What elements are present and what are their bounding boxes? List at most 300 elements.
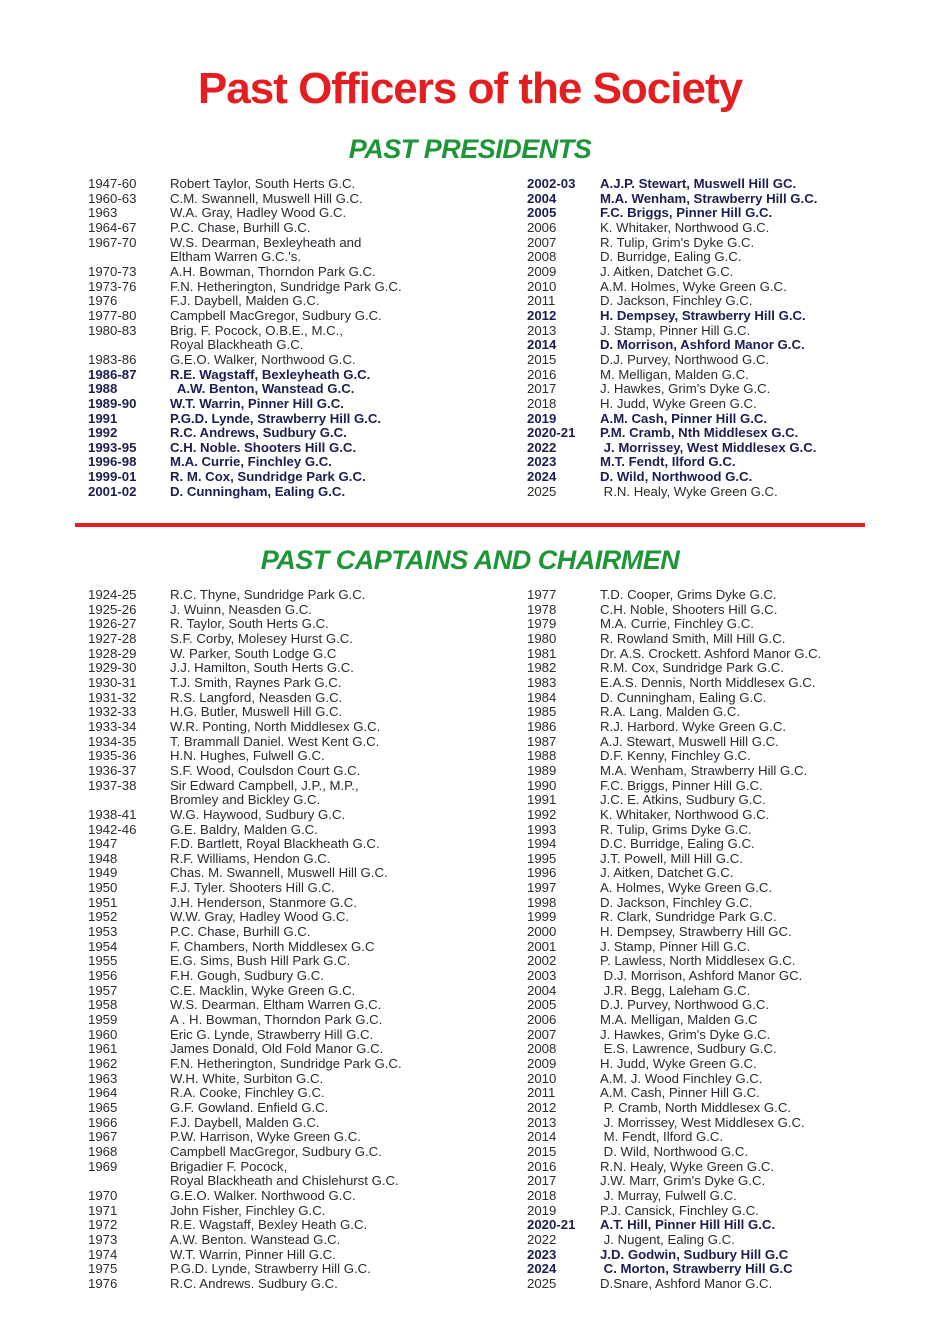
officer-name: W. Parker, South Lodge G.C <box>170 645 337 661</box>
officer-year: 1986 <box>527 718 557 734</box>
officer-row <box>88 705 518 720</box>
officer-year: 1981 <box>527 645 557 661</box>
officer-year <box>88 793 170 808</box>
officer-name: D.J. Purvey, Northwood G.C. <box>600 997 770 1013</box>
officer-name: T. Brammall Daniel. West Kent G.C. <box>170 733 380 749</box>
officer-name: R. Taylor, South Herts G.C. <box>170 616 329 632</box>
officer-row <box>88 852 518 867</box>
page-title: Past Officers of the Society <box>197 64 743 113</box>
officer-name: H. Judd, Wyke Green G.C. <box>600 1056 757 1071</box>
officer-year: 1961 <box>88 1041 118 1057</box>
officer-row <box>88 764 518 779</box>
officer-name: J. Hawkes, Grim's Dyke G.C. <box>600 1026 771 1042</box>
officer-year: 1963 <box>88 205 118 221</box>
officer-name: P.G.D. Lynde, Strawberry Hill G.C. <box>170 1261 371 1277</box>
officer-name: James Donald, Old Fold Manor G.C. <box>170 1041 384 1057</box>
officer-name: R. Rowland Smith, Mill Hill G.C. <box>600 630 786 646</box>
officer-name: D.Snare, Ashford Manor G.C. <box>600 1275 773 1291</box>
officer-name: J. Nugent, Ealing G.C. <box>600 1231 735 1247</box>
officer-row <box>527 1101 932 1116</box>
officer-row <box>527 1130 932 1145</box>
officer-year: 1973-76 <box>88 278 137 294</box>
officer-row <box>88 588 518 603</box>
officer-year: 2020-21 <box>527 1217 576 1233</box>
section-divider-rule <box>75 523 865 527</box>
officer-name: Bromley and Bickley G.C. <box>170 792 321 808</box>
officer-name: John Fisher, Finchley G.C. <box>170 1202 326 1218</box>
officer-name: W.W. Gray, Hadley Wood G.C. <box>170 909 350 925</box>
officer-row <box>527 309 932 324</box>
officer-row <box>527 382 932 397</box>
officer-year: 1954 <box>88 938 118 954</box>
officer-year: 2025 <box>527 483 557 499</box>
officer-year: 2022 <box>527 1231 557 1247</box>
officer-row <box>88 397 518 412</box>
officer-year: 1993 <box>527 821 557 837</box>
officer-name: W.A. Gray, Hadley Wood G.C. <box>170 205 347 221</box>
officer-year: 1964-67 <box>88 219 137 235</box>
officer-row <box>527 998 932 1013</box>
officer-year: 1963 <box>88 1070 118 1086</box>
officer-row <box>527 617 932 632</box>
officer-row <box>88 1028 518 1043</box>
officer-name: P. Cramb, North Middlesex G.C. <box>600 1099 792 1115</box>
officer-name: R.A. Cooke, Finchley G.C. <box>170 1085 325 1101</box>
officer-name: P.J. Cansick, Finchley G.C. <box>600 1202 759 1218</box>
officer-year: 1952 <box>88 909 118 925</box>
officer-year: 2004 <box>527 982 557 998</box>
officer-row <box>88 338 518 353</box>
officer-row <box>527 1072 932 1087</box>
officer-year: 2009 <box>527 263 557 279</box>
officer-name: D. Wild, Northwood G.C. <box>600 1143 749 1159</box>
officer-name: H.N. Hughes, Fulwell G.C. <box>170 748 325 764</box>
officer-name: F. Chambers, North Middlesex G.C <box>170 938 375 954</box>
past-captains-heading: PAST CAPTAINS AND CHAIRMEN <box>260 545 680 575</box>
officer-year: 1949 <box>88 865 118 881</box>
officer-name: M.A. Melligan, Malden G.C <box>600 1012 758 1028</box>
officer-row <box>527 808 932 823</box>
officer-row <box>527 1218 932 1233</box>
officer-name: H. Dempsey, Strawberry Hill G.C. <box>600 307 806 323</box>
officer-name: K. Whitaker, Northwood G.C. <box>600 219 770 235</box>
officer-year: 1992 <box>527 806 557 822</box>
officer-name: C.M. Swannell, Muswell Hill G.C. <box>170 190 363 206</box>
officer-year: 2024 <box>527 469 557 485</box>
officer-year: 1970 <box>88 1187 118 1203</box>
officer-row <box>527 896 932 911</box>
officer-name: Robert Taylor, South Herts G.C. <box>170 176 356 191</box>
officer-year: 1980 <box>527 630 557 646</box>
officer-row <box>527 485 932 500</box>
officer-row <box>527 1116 932 1131</box>
officer-year: 1993-95 <box>88 439 137 455</box>
officer-year: 2003 <box>527 968 557 984</box>
officer-year: 2023 <box>527 1246 557 1262</box>
officer-year: 2018 <box>527 395 557 411</box>
officer-row <box>88 177 518 192</box>
officer-year: 1938-41 <box>88 806 137 822</box>
officer-row <box>88 998 518 1013</box>
officer-row <box>527 236 932 251</box>
officer-year: 1995 <box>527 850 557 866</box>
officer-year: 2007 <box>527 234 557 250</box>
officer-year: 2014 <box>527 337 557 353</box>
officer-name: M.A. Wenham, Strawberry Hill G.C. <box>600 762 808 778</box>
officer-row <box>527 940 932 955</box>
officer-name: P.C. Chase, Burhill G.C. <box>170 924 311 940</box>
officer-name: J. Morrissey, West Middlesex G.C. <box>600 439 817 455</box>
officer-row <box>88 749 518 764</box>
officer-name: A.T. Hill, Pinner Hill Hill G.C. <box>600 1217 776 1233</box>
officer-row <box>527 1189 932 1204</box>
officer-name: D. Morrison, Ashford Manor G.C. <box>600 337 805 353</box>
officer-name: A.J.P. Stewart, Muswell Hill GC. <box>600 176 797 191</box>
officer-name: G.E. Baldry, Malden G.C. <box>170 821 318 837</box>
officer-year: 1985 <box>527 704 557 720</box>
officer-year: 1999-01 <box>88 469 137 485</box>
officer-name: J. Aitken, Datchet G.C. <box>600 865 734 881</box>
officer-name: Campbell MacGregor, Sudbury G.C. <box>170 307 382 323</box>
officer-name: J.W. Marr, Grim's Dyke G.C. <box>600 1173 766 1189</box>
officer-row <box>88 779 518 794</box>
officer-name: P.W. Harrison, Wyke Green G.C. <box>170 1129 361 1145</box>
officer-year: 1958 <box>88 997 118 1013</box>
officer-name: M.A. Currie, Finchley G.C. <box>170 454 332 470</box>
officer-row <box>88 192 518 207</box>
officer-year: 1991 <box>88 410 118 426</box>
officer-row <box>88 735 518 750</box>
officer-year: 1929-30 <box>88 660 137 676</box>
officer-year: 1984 <box>527 689 557 705</box>
officer-row <box>527 647 932 662</box>
officer-row <box>88 368 518 383</box>
officer-name: J.J. Hamilton, South Herts G.C. <box>170 660 354 676</box>
officer-name: D. Cunningham, Ealing G.C. <box>170 483 346 499</box>
officer-year: 2019 <box>527 1202 557 1218</box>
officer-year: 2015 <box>527 1143 557 1159</box>
officer-year: 1996 <box>527 865 557 881</box>
officer-row <box>88 691 518 706</box>
officer-name: C.H. Noble. Shooters Hill G.C. <box>170 439 357 455</box>
officer-name: C.E. Macklin, Wyke Green G.C. <box>170 982 356 998</box>
officer-year: 2016 <box>527 366 557 382</box>
officer-name: E.A.S. Dennis, North Middlesex G.C. <box>600 674 816 690</box>
officer-year: 2013 <box>527 322 557 338</box>
officer-row <box>88 1262 518 1277</box>
officer-row <box>527 368 932 383</box>
officer-name: F.D. Bartlett, Royal Blackheath G.C. <box>170 836 380 852</box>
officer-name: R.C. Andrews, Sudbury G.C. <box>170 425 347 441</box>
past-presidents-heading: PAST PRESIDENTS <box>348 134 592 164</box>
officer-year: 1969 <box>88 1158 118 1174</box>
officer-year: 2015 <box>527 351 557 367</box>
officer-name: R.C. Andrews. Sudbury G.C. <box>170 1275 338 1291</box>
officer-row <box>527 720 932 735</box>
officer-name: D. Wild, Northwood G.C. <box>600 469 753 485</box>
officer-name: C.H. Noble, Shooters Hill G.C. <box>600 601 778 617</box>
officer-year: 1928-29 <box>88 645 137 661</box>
officer-name: A. Holmes, Wyke Green G.C. <box>600 880 773 896</box>
officer-year: 2025 <box>527 1275 557 1291</box>
officer-row <box>527 441 932 456</box>
officer-name: R. Tulip, Grims Dyke G.C. <box>600 821 752 837</box>
officer-row <box>527 588 932 603</box>
officer-year: 2017 <box>527 381 557 397</box>
officer-year: 1947 <box>88 836 118 852</box>
officer-row <box>88 1101 518 1116</box>
officer-row <box>88 1248 518 1263</box>
officer-name: W.G. Haywood, Sudbury G.C. <box>170 806 346 822</box>
officer-row <box>88 793 518 808</box>
officer-year: 1951 <box>88 894 118 910</box>
officer-year: 1960 <box>88 1026 118 1042</box>
officer-year: 2017 <box>527 1173 557 1189</box>
officer-year: 1962 <box>88 1056 118 1071</box>
officer-row <box>527 1086 932 1101</box>
officer-name: M.T. Fendt, Ilford G.C. <box>600 454 736 470</box>
officer-row <box>88 1145 518 1160</box>
officer-year: 1927-28 <box>88 630 137 646</box>
officer-row <box>88 250 518 265</box>
officer-row <box>88 1072 518 1087</box>
officer-year: 1924-25 <box>88 587 137 602</box>
officer-row <box>527 1028 932 1043</box>
officer-name: A.W. Benton. Wanstead G.C. <box>170 1231 341 1247</box>
officer-name: Campbell MacGregor, Sudbury G.C. <box>170 1143 382 1159</box>
officer-name: J.T. Powell, Mill Hill G.C. <box>600 850 743 866</box>
officer-row <box>88 1057 518 1072</box>
officer-name: H. Judd, Wyke Green G.C. <box>600 395 757 411</box>
officer-year <box>88 1174 170 1189</box>
officer-row <box>88 1042 518 1057</box>
officer-row <box>88 881 518 896</box>
officer-year: 1983 <box>527 674 557 690</box>
officer-row <box>88 647 518 662</box>
officer-row <box>527 1160 932 1175</box>
officer-name: R.N. Healy, Wyke Green G.C. <box>600 483 778 499</box>
officer-name: R. Clark, Sundridge Park G.C. <box>600 909 777 925</box>
officer-name: F.J. Daybell, Malden G.C. <box>170 1114 320 1130</box>
officer-year: 1971 <box>88 1202 118 1218</box>
officer-year: 1947-60 <box>88 176 137 191</box>
officer-row <box>527 1057 932 1072</box>
officer-name: J. Stamp, Pinner Hill G.C. <box>600 322 751 338</box>
officer-year: 1978 <box>527 601 557 617</box>
officer-year: 1975 <box>88 1261 118 1277</box>
officer-year: 1970-73 <box>88 263 137 279</box>
officer-year: 2014 <box>527 1129 557 1145</box>
officer-row <box>88 309 518 324</box>
officer-name: Eric G. Lynde, Strawberry Hill G.C. <box>170 1026 374 1042</box>
officer-name: F.N. Hetherington, Sundridge Park G.C. <box>170 278 402 294</box>
officer-name: P. Lawless, North Middlesex G.C. <box>600 953 796 969</box>
officer-name: H. Dempsey, Strawberry Hill GC. <box>600 924 792 940</box>
officer-year: 1988 <box>527 748 557 764</box>
officer-row <box>88 265 518 280</box>
officer-name: F.N. Hetherington, Sundridge Park G.C. <box>170 1056 402 1071</box>
officer-row <box>527 749 932 764</box>
officer-name: M.A. Wenham, Strawberry Hill G.C. <box>600 190 818 206</box>
officer-row <box>527 984 932 999</box>
officer-year: 2018 <box>527 1187 557 1203</box>
officer-year: 1932-33 <box>88 704 137 720</box>
officer-name: D. Burridge, Ealing G.C. <box>600 249 742 265</box>
officer-name: C. Morton, Strawberry Hill G.C <box>600 1261 793 1277</box>
officer-row <box>527 1262 932 1277</box>
officer-row <box>88 837 518 852</box>
officer-year: 1982 <box>527 660 557 676</box>
officer-year: 1956 <box>88 968 118 984</box>
officer-year: 2024 <box>527 1261 557 1277</box>
officer-name: J. Hawkes, Grim's Dyke G.C. <box>600 381 771 397</box>
officer-row <box>527 691 932 706</box>
officer-year: 1991 <box>527 792 557 808</box>
officer-name: G.E.O. Walker. Northwood G.C. <box>170 1187 356 1203</box>
officer-row <box>88 969 518 984</box>
officer-name: J.R. Begg, Laleham G.C. <box>600 982 751 998</box>
officer-row <box>527 823 932 838</box>
officer-row <box>527 910 932 925</box>
officer-year: 1998 <box>527 894 557 910</box>
officer-name: D. Jackson, Finchley G.C. <box>600 894 753 910</box>
officer-year: 1953 <box>88 924 118 940</box>
officer-row <box>88 603 518 618</box>
officer-name: Sir Edward Campbell, J.P., M.P., <box>170 777 359 793</box>
officer-row <box>88 324 518 339</box>
officer-row <box>88 676 518 691</box>
officer-year: 1936-37 <box>88 762 137 778</box>
officer-year: 1934-35 <box>88 733 137 749</box>
officer-name: Chas. M. Swannell, Muswell Hill G.C. <box>170 865 388 881</box>
officer-name: R.M. Cox, Sundridge Park G.C. <box>600 660 784 676</box>
officer-year: 1950 <box>88 880 118 896</box>
officer-row <box>88 280 518 295</box>
officer-name: A . H. Bowman, Thorndon Park G.C. <box>170 1012 383 1028</box>
officer-name: D. Jackson, Finchley G.C. <box>600 293 753 309</box>
officer-row <box>88 221 518 236</box>
officer-year: 2005 <box>527 997 557 1013</box>
officer-year: 1996-98 <box>88 454 137 470</box>
officer-row <box>527 1145 932 1160</box>
officer-row <box>88 632 518 647</box>
officer-year: 2011 <box>527 1085 556 1101</box>
officer-name: R.N. Healy, Wyke Green G.C. <box>600 1158 775 1174</box>
officer-row <box>88 925 518 940</box>
officer-name: A.M. J. Wood Finchley G.C. <box>600 1070 763 1086</box>
officer-name: M. Fendt, Ilford G.C. <box>600 1129 724 1145</box>
officer-name: Dr. A.S. Crockett. Ashford Manor G.C. <box>600 645 822 661</box>
officer-year: 2011 <box>527 293 556 309</box>
officer-year: 2001 <box>527 938 557 954</box>
officer-name: M.A. Currie, Finchley G.C. <box>600 616 754 632</box>
officer-year: 1937-38 <box>88 777 137 793</box>
officer-row <box>527 969 932 984</box>
officer-name: W.S. Dearman, Bexleyheath and <box>170 234 362 250</box>
officer-year: 1989 <box>527 762 557 778</box>
officer-name: A.M. Cash, Pinner Hill G.C. <box>600 1085 760 1101</box>
officer-year: 1977-80 <box>88 307 137 323</box>
officer-year: 2001-02 <box>88 483 137 499</box>
officer-name: J. Aitken, Datchet G.C. <box>600 263 734 279</box>
officer-name: D. Cunningham, Ealing G.C. <box>600 689 767 705</box>
officer-year: 1986-87 <box>88 366 137 382</box>
officer-name: W.S. Dearman. Eltham Warren G.C. <box>170 997 382 1013</box>
officer-year: 1967-70 <box>88 234 137 250</box>
officer-year: 2009 <box>527 1056 557 1071</box>
officer-year: 1966 <box>88 1114 118 1130</box>
officer-year: 2012 <box>527 1099 557 1115</box>
officer-year: 2004 <box>527 190 557 206</box>
officer-name: W.H. White, Surbiton G.C. <box>170 1070 324 1086</box>
officer-year: 2002-03 <box>527 176 576 191</box>
officer-name: Royal Blackheath and Chislehurst G.C. <box>170 1173 399 1189</box>
officer-row <box>527 793 932 808</box>
officer-row <box>527 470 932 485</box>
officer-row <box>88 294 518 309</box>
officer-year: 2010 <box>527 1070 557 1086</box>
officer-row <box>527 1204 932 1219</box>
officer-row <box>88 954 518 969</box>
officer-row <box>88 617 518 632</box>
officer-year: 2013 <box>527 1114 557 1130</box>
officer-name: D.C. Burridge, Ealing G.C. <box>600 836 755 852</box>
officer-name: A.J. Stewart, Muswell Hill G.C. <box>600 733 779 749</box>
officer-row <box>527 1013 932 1028</box>
officer-year: 1974 <box>88 1246 118 1262</box>
officer-name: D.J. Purvey, Northwood G.C. <box>600 351 770 367</box>
officer-name: F.C. Briggs, Pinner Hill G.C. <box>600 777 763 793</box>
officer-row <box>88 661 518 676</box>
officer-row <box>527 397 932 412</box>
officer-name: R.C. Thyne, Sundridge Park G.C. <box>170 587 366 602</box>
officer-year: 1989-90 <box>88 395 137 411</box>
officer-row <box>527 954 932 969</box>
captains-left-column <box>88 588 518 1292</box>
officer-name: P.G.D. Lynde, Strawberry Hill G.C. <box>170 410 382 426</box>
officer-name: H.G. Butler, Muswell Hill G.C. <box>170 704 343 720</box>
officer-name: J.H. Henderson, Stanmore G.C. <box>170 894 357 910</box>
officer-year: 1972 <box>88 1217 118 1233</box>
officer-name: P.M. Cramb, Nth Middlesex G.C. <box>600 425 799 441</box>
officer-row <box>527 632 932 647</box>
officer-name: E.S. Lawrence, Sudbury G.C. <box>600 1041 777 1057</box>
officer-row <box>88 470 518 485</box>
officer-year: 2008 <box>527 249 557 265</box>
officer-row <box>527 221 932 236</box>
officer-name: Eltham Warren G.C.'s. <box>170 249 301 265</box>
officer-row <box>88 206 518 221</box>
officer-row <box>527 603 932 618</box>
officer-name: M. Melligan, Malden G.C. <box>600 366 749 382</box>
officer-row <box>88 1218 518 1233</box>
officer-name: J. Stamp, Pinner Hill G.C. <box>600 938 751 954</box>
officer-year: 1987 <box>527 733 557 749</box>
officer-row <box>88 236 518 251</box>
officer-name: G.F. Gowland. Enfield G.C. <box>170 1099 329 1115</box>
officer-row <box>527 925 932 940</box>
officer-row <box>88 1174 518 1189</box>
officer-row <box>527 280 932 295</box>
officer-name: G.E.O. Walker, Northwood G.C. <box>170 351 356 367</box>
officer-row <box>88 896 518 911</box>
officer-row <box>88 910 518 925</box>
officer-year: 1933-34 <box>88 718 137 734</box>
officer-row <box>88 1013 518 1028</box>
officer-year: 2006 <box>527 1012 557 1028</box>
officer-name: F.C. Briggs, Pinner Hill G.C. <box>600 205 773 221</box>
officer-row <box>527 1277 932 1292</box>
